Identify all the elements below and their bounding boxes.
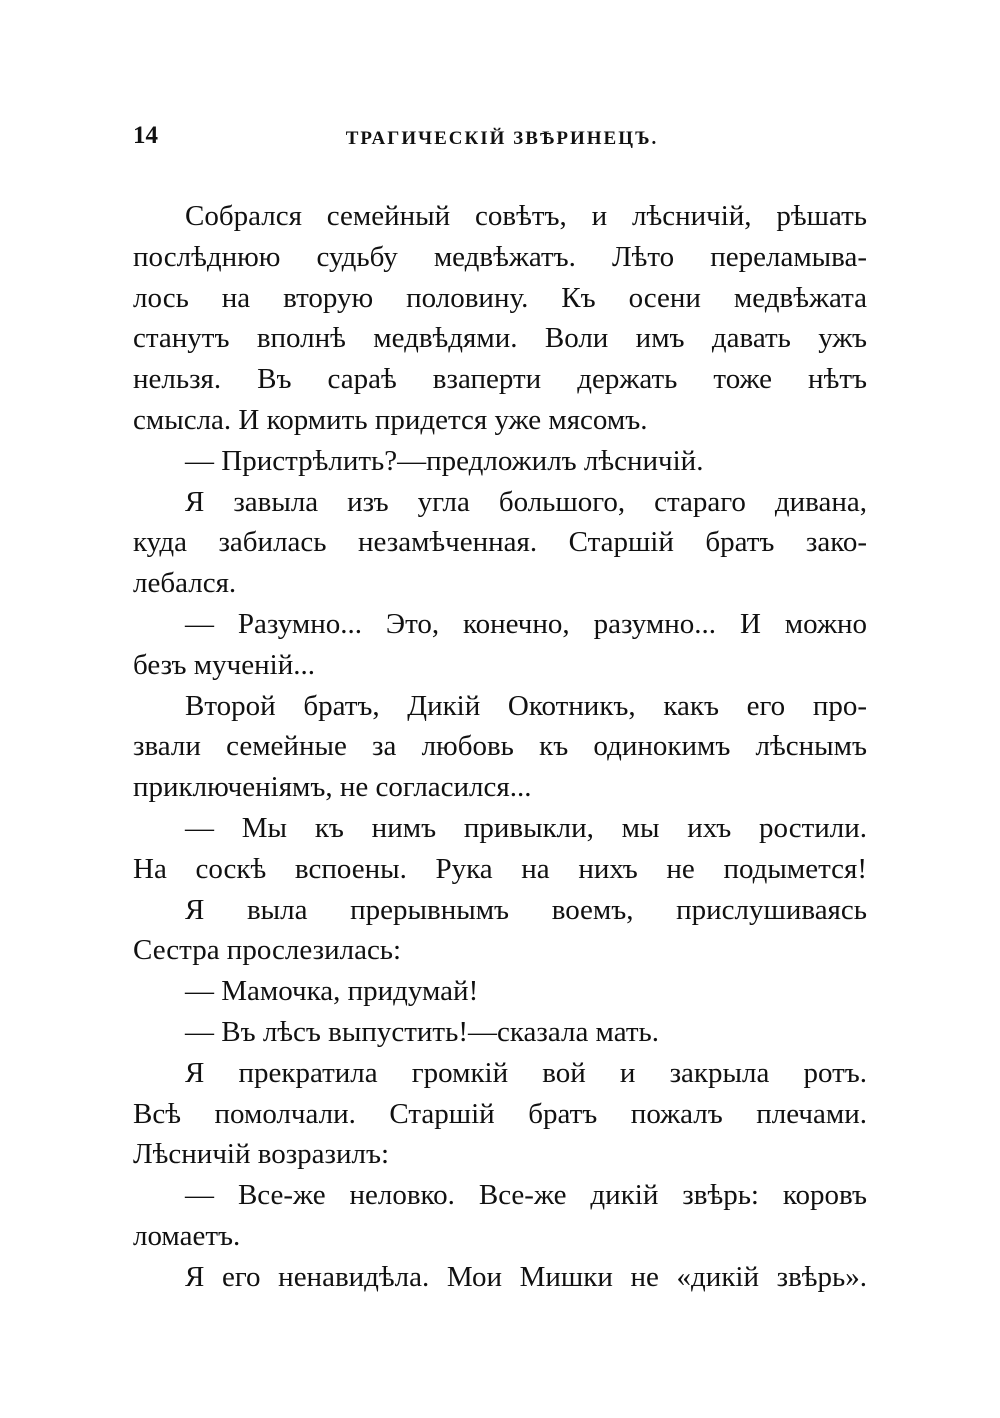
text-line: лось на вторую половину. Къ осени медвѣжата [133,281,867,314]
running-title: ТРАГИЧЕСКІЙ ЗВѢРИНЕЦЪ. [345,128,659,149]
text-line: — Мы къ нимъ привыкли, мы ихъ ростили. [185,811,867,844]
text-line: — Въ лѣсъ выпустить!—сказала мать. [185,1015,659,1048]
text-line: нельзя. Въ сараѣ взаперти держать тоже нѣтъ [133,363,867,396]
text-line: На соскѣ вспоены. Рука на нихъ не подымется! [133,852,867,885]
text-line: безъ мученій... [133,648,315,681]
text-line: Сестра прослезилась: [133,934,402,967]
text-line: звали семейные за любовь къ одинокимъ лѣснымъ [133,730,867,763]
text-line: куда забилась незамѣченная. Старшій братъ зако- [133,526,867,559]
text-line: приключеніямъ, не согласился... [133,771,532,804]
text-line: Всѣ помолчали. Старшій братъ пожалъ плечами. [133,1097,867,1130]
text-line: смысла. И кормить придется уже мясомъ. [133,403,648,436]
text-line: ломаетъ. [133,1219,241,1252]
text-line: послѣднюю судьбу медвѣжатъ. Лѣто переламыва- [133,240,867,273]
text-line: станутъ вполнѣ медвѣдями. Воли имъ давать ужъ [133,322,867,355]
text-line: — Разумно... Это, конечно, разумно... И можно [185,607,867,640]
text-line: лебался. [133,567,237,600]
text-line: Второй братъ, Дикій Окотникъ, какъ его про- [185,689,867,722]
text-line: Я завыла изъ угла большого, стараго дивана, [185,485,867,518]
text-line: Я его ненавидѣла. Мои Мишки не «дикій звѣрь». [185,1260,867,1293]
body-text [133,196,867,1298]
text-line: — Все-же неловко. Все-же дикій звѣрь: коровъ [185,1179,867,1212]
text-line: Лѣсничій возразилъ: [133,1138,390,1171]
text-line: Собрался семейный совѣтъ, и лѣсничій, рѣшать [185,200,867,232]
text-line: — Пристрѣлить?—предложилъ лѣсничій. [185,444,704,477]
page-number: 14 [133,122,158,149]
text-line: Я выла прерывнымъ воемъ, прислушиваясь [185,893,867,926]
text-line: Я прекратила громкій вой и закрыла ротъ. [185,1056,867,1089]
text-line: — Мамочка, придумай! [185,975,479,1008]
